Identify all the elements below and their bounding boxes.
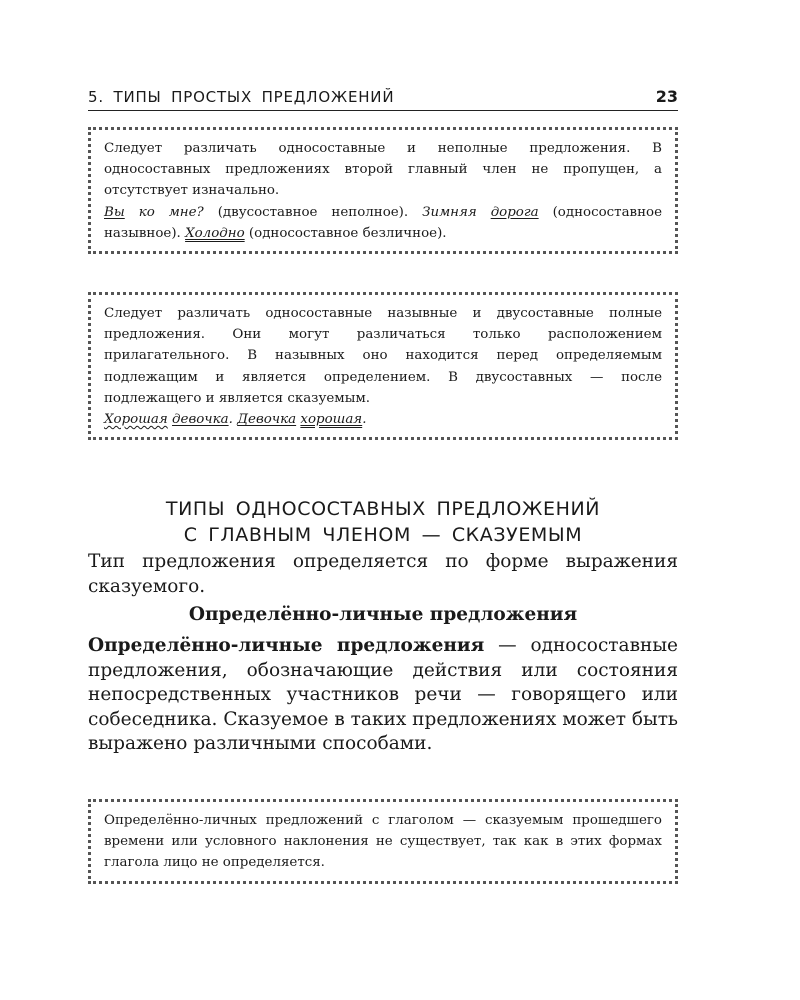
example-type: (двусоставное неполное). <box>217 204 409 220</box>
intro-paragraph <box>88 550 678 599</box>
section-title-line-2: С ГЛАВНЫМ ЧЛЕНОМ — СКАЗУЕМЫМ <box>183 524 583 546</box>
note-2-text: Следует различать односоставные назывные и двусоставные полные предложения. Они могут различаться только расположением прилагательного. В назывных оно находится перед определяемым подлежащим и является определением. В двусоставных — после подлежащего и является сказуемым. Хорошая девочка. Девочка хорошая. <box>104 306 662 428</box>
note-1-text <box>104 138 662 244</box>
intro-text: Тип предложения определяется по форме выражения сказуемого. <box>88 551 678 597</box>
chapter-title: 5. ТИПЫ ПРОСТЫХ ПРЕДЛОЖЕНИЙ <box>88 88 395 106</box>
example-rest: ко мне? <box>138 204 204 220</box>
page-number: 23 <box>655 87 678 106</box>
note-box-1 <box>88 127 678 254</box>
example-type: (односоставное безличное). <box>248 225 447 241</box>
example-type: (односоставное назывное). <box>104 204 662 241</box>
definition-term: Определённо-личные предложения <box>88 635 485 656</box>
example-predicate: хорошая <box>300 412 363 428</box>
definition-text: — односоставные предложения, обозначающие действия или состояния непосредственных участников речи — говорящего или собеседника. Сказуемое в таких предложениях может быть выражено различными способами. <box>88 635 678 754</box>
section-title <box>88 496 678 548</box>
example-attr: Хорошая <box>104 412 168 428</box>
example-subject: Девочка <box>237 412 297 428</box>
example-predicate: Холодно <box>185 225 245 241</box>
example-subject: дорога <box>490 204 539 220</box>
running-header <box>88 84 678 111</box>
subheading: Определённо-личные предложения <box>188 604 578 625</box>
definition-paragraph <box>88 634 678 757</box>
note-1-rule: Следует различать односоставные и неполные предложения. В односоставных предложениях второй главный член не пропущен, а отсутствует изначально. <box>104 141 662 199</box>
note-box-2 <box>88 292 678 440</box>
example-subject: девочка <box>172 412 229 428</box>
note-2-rule: Следует различать односоставные назывные и двусоставные полные предложения. Они могут различаться только расположением прилагательного. В назывных оно находится перед определяемым подлежащим и является определением. В двусоставных — после подлежащего и является сказуемым. <box>104 306 662 406</box>
section-title-line-1: ТИПЫ ОДНОСОСТАВНЫХ ПРЕДЛОЖЕНИЙ <box>165 498 601 520</box>
example-attr: Зимняя <box>422 204 477 220</box>
example-subject: Вы <box>104 204 125 220</box>
note-box-3 <box>88 799 678 884</box>
note-3-text: Определённо-личных предложений с глаголом — сказуемым прошедшего времени или условного наклонения не существует, так как в этих формах глагола лицо не определяется. <box>104 813 662 871</box>
